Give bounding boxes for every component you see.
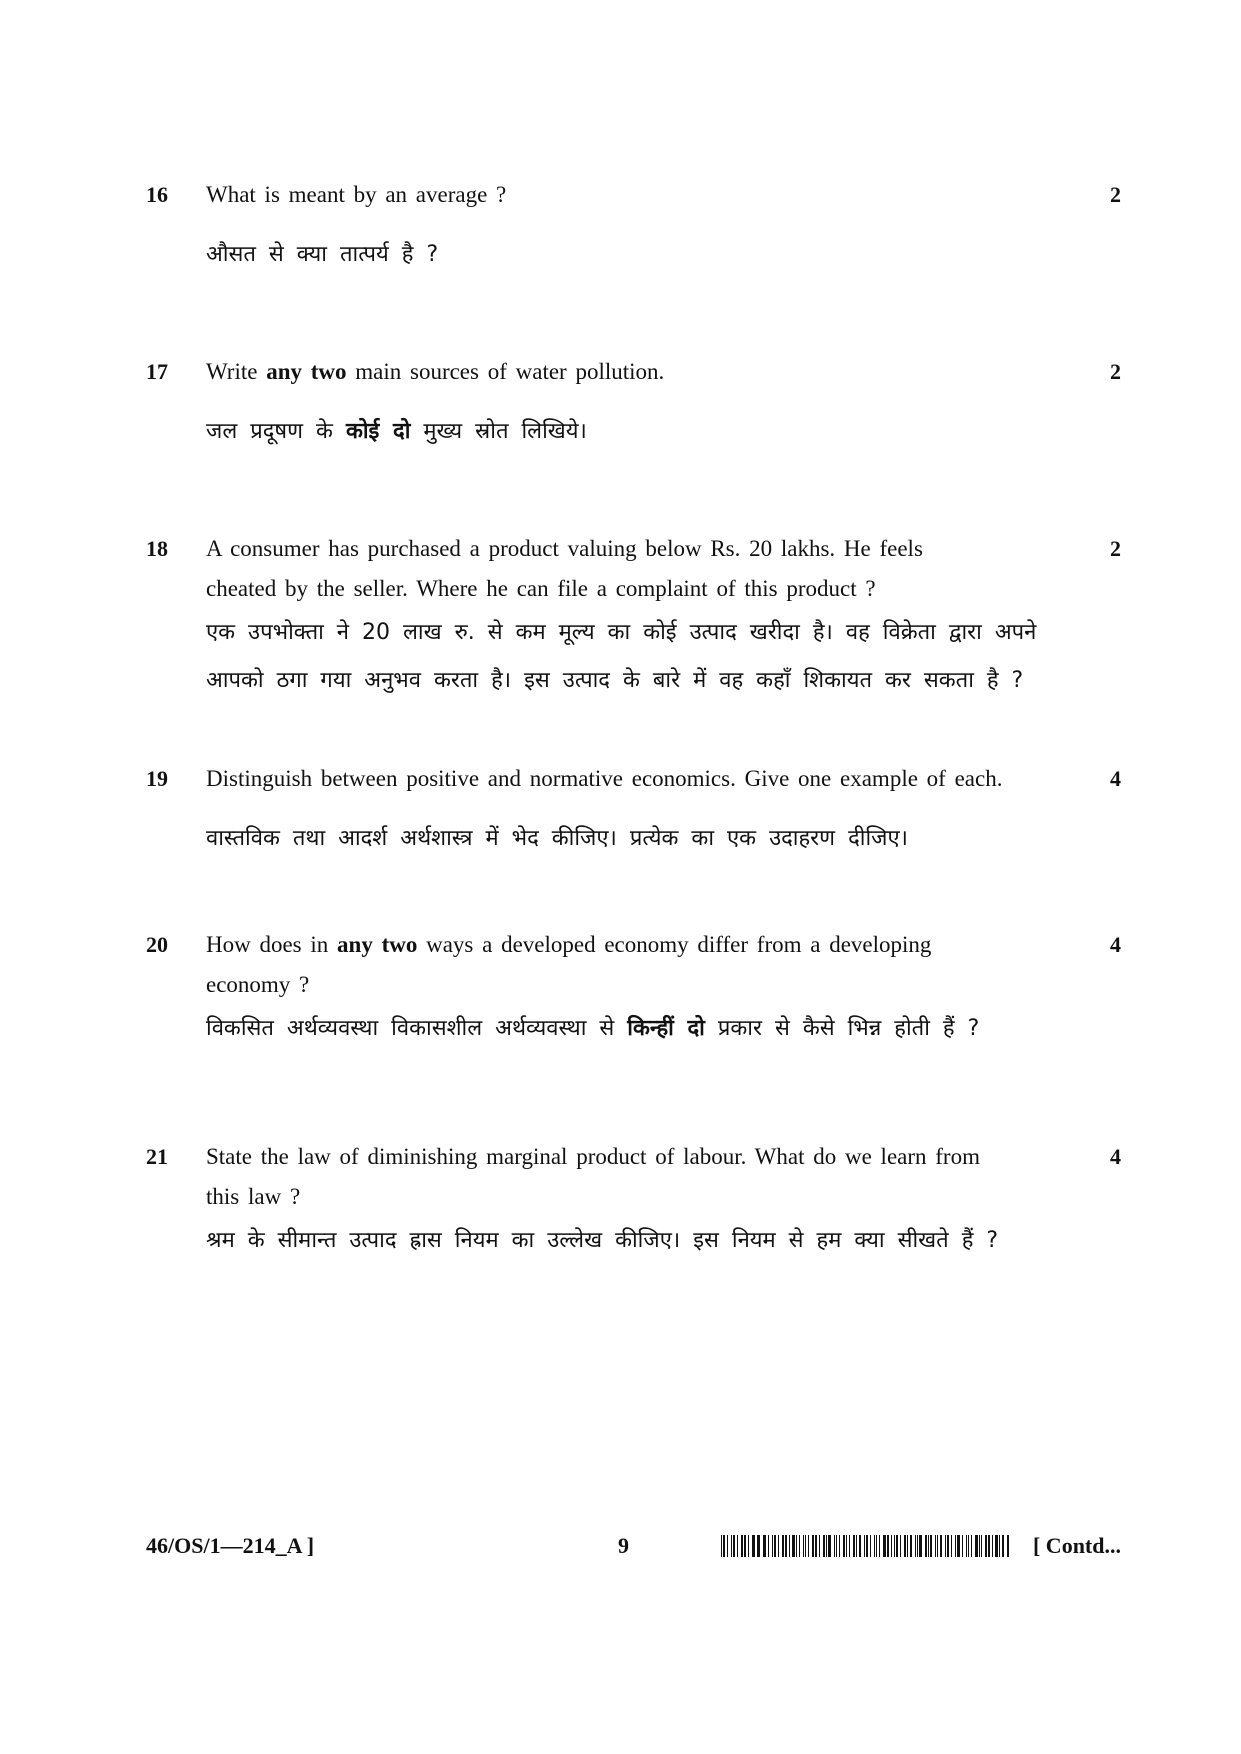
question-line: आपको ठगा गया अनुभव करता है। इस उत्पाद के बारे में वह कहाँ शिकायत कर सकता है ? [206,668,1024,693]
barcode-bar [799,1535,800,1557]
barcode-bar [988,1535,990,1557]
barcode-bar [853,1535,856,1557]
question-line: economy ? [206,972,310,997]
barcode-bar [935,1535,936,1557]
question-marks: 4 [1110,766,1121,791]
question-text-english [206,175,1066,215]
barcode-bar [1008,1535,1009,1557]
question-marks: 4 [1110,932,1121,957]
barcode-bar [896,1535,898,1557]
question-marks: 2 [1110,182,1121,207]
question-text-part: How does in [206,932,338,957]
question-text-part: main sources of water pollution. [346,359,665,384]
barcode-bar [752,1535,753,1557]
barcode-bar [968,1535,970,1557]
barcode-bar [856,1535,857,1557]
barcode-bar [748,1535,749,1557]
barcode-bar [951,1535,952,1557]
question-number: 18 [146,536,168,561]
barcode-bar [864,1535,865,1557]
barcode-bar [721,1535,722,1557]
question-marks: 2 [1110,536,1121,561]
barcode-bar [887,1535,889,1557]
barcode-bar [995,1535,998,1557]
barcode-bar [823,1535,825,1557]
barcode-bar [763,1535,764,1557]
barcode-bar [874,1535,875,1557]
barcode-bar [910,1535,912,1557]
barcode-bar [907,1535,908,1557]
barcode-bar [774,1535,777,1557]
barcode-bar [834,1535,835,1557]
question-number: 16 [146,182,168,207]
question-line: cheated by the seller. Where he can file a complaint of this product ? [206,576,876,601]
barcode-bar [928,1535,929,1557]
barcode-bar [733,1535,735,1557]
barcode-bar [727,1535,728,1557]
barcode-bar [966,1535,967,1557]
question-text-hindi [206,408,1106,456]
barcode-bar [843,1535,845,1557]
question-line: श्रम के सीमान्त उत्पाद ह्रास नियम का उल्लेख कीजिए। इस नियम से हम क्या सीखते हैं ? [206,1228,999,1253]
barcode-bar [876,1535,878,1557]
barcode-bar [803,1535,805,1557]
question-line: वास्तविक तथा आदर्श अर्थशास्त्र में भेद कीजिए। प्रत्येक का एक उदाहरण दीजिए। [206,826,908,851]
barcode-bar [789,1535,790,1557]
barcode-bar [815,1535,817,1557]
barcode-bar [796,1535,797,1557]
question-text-part: जल प्रदूषण के [206,419,346,444]
barcode-bar [894,1535,895,1557]
barcode-bar [826,1535,827,1557]
page-number: 9 [618,1533,629,1558]
paper-code: 46/OS/1—214_A ] [146,1533,315,1558]
question-text-emphasis: कोई दो [345,419,411,444]
barcode-bar [753,1535,755,1557]
question-number: 17 [146,359,168,384]
barcode-bar [768,1535,769,1557]
question-text-english [206,759,1066,799]
question-text-emphasis: किन्हीं दो [627,1016,705,1041]
barcode-graphic [721,1535,1011,1557]
barcode-bar [859,1535,861,1557]
barcode-bar [937,1535,938,1557]
barcode-bar [792,1535,795,1557]
barcode-bar [971,1535,972,1557]
question-text-part: प्रकार से कैसे भिन्न होती हैं ? [704,1016,980,1041]
barcode-bar [785,1535,787,1557]
barcode-bar [805,1535,806,1557]
barcode-bar [778,1535,779,1557]
barcode-bar [846,1535,847,1557]
question-text-part: विकसित अर्थव्यवस्था विकासशील अर्थव्यवस्था से [206,1016,628,1041]
barcode-bar [975,1535,978,1557]
question-number: 20 [146,932,168,957]
continued-label: [ Contd... [1032,1533,1121,1558]
barcode-bar [1007,1535,1008,1557]
question-marks: 4 [1110,1144,1121,1169]
question-text-part: मुख्य स्रोत लिखिये। [410,419,587,444]
barcode-bar [925,1535,927,1557]
barcode-bar [741,1535,744,1557]
question-text-english [206,352,1066,392]
question-text-hindi [206,231,1106,279]
barcode-bar [979,1535,980,1557]
question-text-english [206,925,1066,1005]
question-text-part: ways a developed economy differ from a developing [417,932,932,957]
question-line: What is meant by an average ? [206,182,507,207]
barcode-bar [782,1535,784,1557]
barcode-bar [812,1535,815,1557]
question-number: 21 [146,1144,168,1169]
question-text-part: Write [206,359,267,384]
barcode-bar [866,1535,869,1557]
barcode-bar [764,1535,766,1557]
question-text-hindi [206,609,1106,705]
question-text-english [206,1137,1066,1217]
barcode-bar [849,1535,850,1557]
question-text-hindi [206,815,1106,863]
barcode-bar [883,1535,886,1557]
page-footer [146,1526,1121,1566]
question-text-emphasis: any two [266,359,347,384]
question-line: औसत से क्या तात्पर्य है ? [206,242,439,267]
barcode-bar [744,1535,746,1557]
barcode-bar [915,1535,916,1557]
barcode-bar [1002,1535,1004,1557]
barcode-bar [870,1535,871,1557]
barcode-bar [999,1535,1000,1557]
question-marks: 2 [1110,359,1121,384]
barcode-bar [957,1535,960,1557]
barcode-bar [962,1535,963,1557]
barcode-bar [839,1535,841,1557]
barcode-bar [819,1535,820,1557]
barcode-bar [737,1535,738,1557]
question-line: State the law of diminishing marginal product of labour. What do we learn from [206,1144,980,1169]
question-line: Distinguish between positive and normative economics. Give one example of each. [206,766,1003,791]
barcode-bar [940,1535,943,1557]
barcode-bar [891,1535,892,1557]
barcode-bar [757,1535,760,1557]
barcode-bar [985,1535,987,1557]
barcode-bar [945,1535,946,1557]
barcode-bar [836,1535,837,1557]
barcode-bar [900,1535,901,1557]
barcode-bar [828,1535,831,1557]
barcode-bar [904,1535,907,1557]
barcode-bar [723,1535,726,1557]
question-line: A consumer has purchased a product valuing below Rs. 20 lakhs. He feels [206,536,923,561]
barcode-bar [947,1535,949,1557]
barcode-bar [992,1535,993,1557]
barcode-bar [879,1535,880,1557]
question-line [206,925,1066,965]
question-text-english [206,529,1066,609]
barcode-bar [930,1535,932,1557]
question-text-hindi [206,1217,1106,1265]
question-line: एक उपभोक्ता ने 20 लाख रु. से कम मूल्य का कोई उत्पाद खरीदा है। वह विक्रेता द्वारा अपने [206,620,1037,645]
barcode-bar [981,1535,982,1557]
barcode-bar [955,1535,957,1557]
question-number: 19 [146,766,168,791]
barcode-bar [919,1535,922,1557]
question-text-hindi [206,1005,1106,1053]
barcode-bar [808,1535,809,1557]
barcode-bar [731,1535,732,1557]
question-text-emphasis: any two [337,932,418,957]
barcode-bar [772,1535,773,1557]
barcode-bar [917,1535,918,1557]
question-line: this law ? [206,1184,301,1209]
